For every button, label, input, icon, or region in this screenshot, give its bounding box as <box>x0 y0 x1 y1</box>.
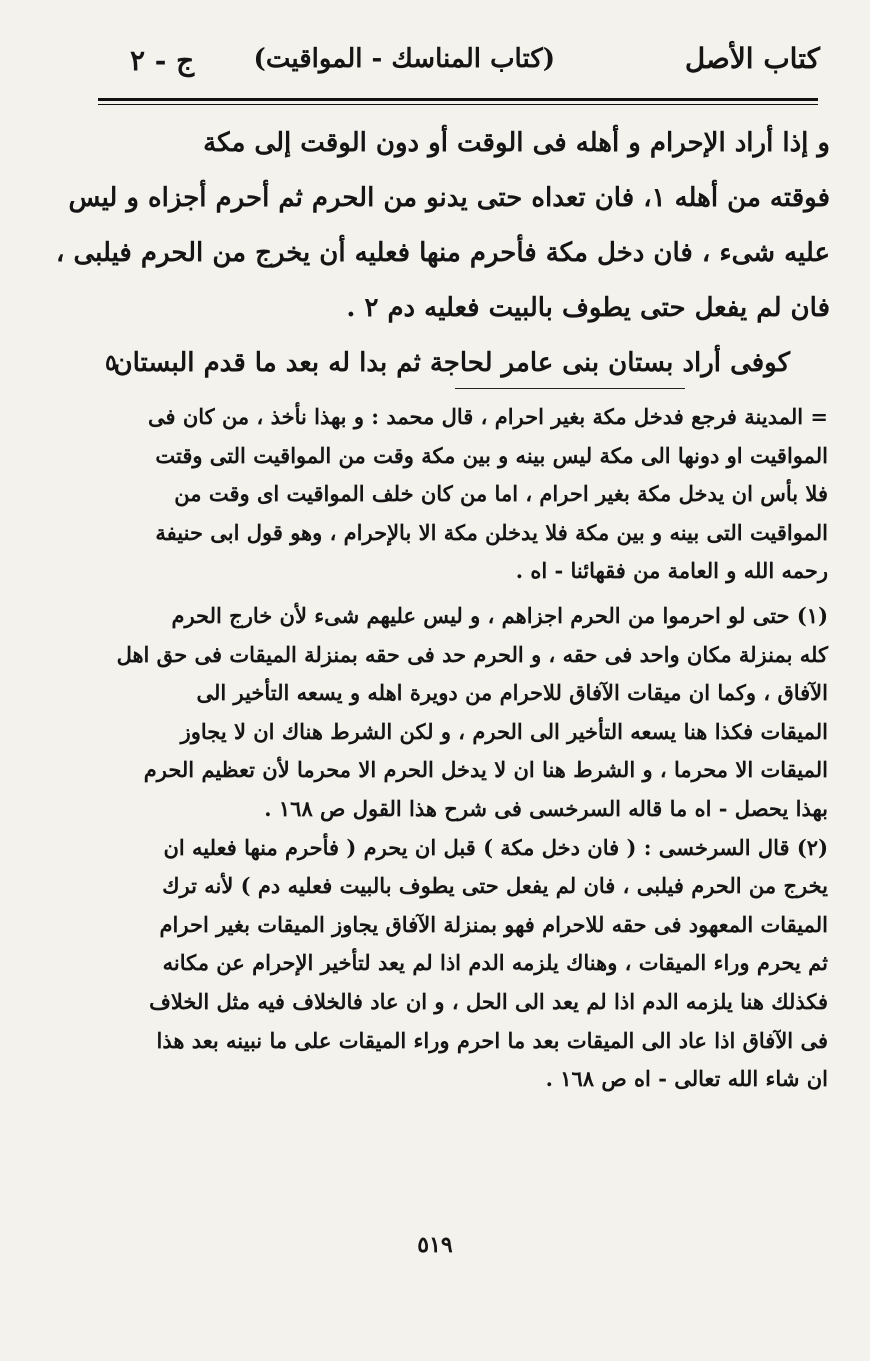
main-text-line: عليه شىء ، فان دخل مكة فأحرم منها فعليه أن يخرج من الحرم فيلبى ، <box>56 238 830 268</box>
volume-number: ج - ٢ <box>130 44 195 77</box>
footnote-line: الميقات المعهود فى حقه للاحرام فهو بمنزلة الآفاق يجاوز الميقات بغير احرام <box>159 911 828 937</box>
chapter-title: (كتاب المناسك - المواقيت) <box>253 44 555 74</box>
footnote-line: الآفاق ، وكما ان ميقات الآفاق للاحرام من دويرة اهله و يسعه التأخير الى <box>196 680 828 706</box>
footnote-line: المواقيت التى بينه و بين مكة فلا يدخلن مكة الا بالإحرام ، وهو قول ابى حنيفة <box>155 519 828 545</box>
footnote-line: بهذا يحصل - اه ما قاله السرخسى فى شرح هذا القول ص ١٦٨ . <box>264 795 828 821</box>
header-rule-thick <box>98 98 818 101</box>
header-rule-thin <box>98 104 818 105</box>
main-text-line: فوقته من أهله ١، فان تعداه حتى يدنو من الحرم ثم أحرم أجزاه و ليس <box>68 183 830 213</box>
footnote-line: كله بمنزلة مكان واحد فى حقه ، و الحرم حد فى حقه بمنزلة الميقات فى حق اهل <box>116 641 828 667</box>
footnote-line: (١) حتى لو احرموا من الحرم اجزاهم ، و ليس عليهم شىء لأن خارج الحرم <box>171 602 828 628</box>
footnote-line: (٢) قال السرخسى : ( فان دخل مكة ) قبل ان يحرم ( فأحرم منها فعليه ان <box>163 834 828 860</box>
footnote-line: الميقات الا محرما ، و الشرط هنا ان لا يدخل الحرم الا محرما لأن تعظيم الحرم <box>143 757 828 783</box>
main-text-line: و إذا أراد الإحرام و أهله فى الوقت أو دون الوقت إلى مكة <box>203 128 830 158</box>
footnote-line: رحمه الله و العامة من فقهائنا - اه . <box>515 558 828 584</box>
footnote-line: الميقات فكذا هنا يسعه التأخير الى الحرم ، و لكن الشرط هناك ان لا يجاوز <box>180 718 828 744</box>
footnote-line: = المدينة فرجع فدخل مكة بغير احرام ، قال محمد : و بهذا نأخذ ، من كان فى <box>147 404 828 429</box>
main-text-last-line: كوفى أراد بستان بنى عامر لحاجة ثم بدا له بعد ما قدم البستان <box>113 348 790 378</box>
main-text-line: فان لم يفعل حتى يطوف بالبيت فعليه دم ٢ . <box>346 293 830 323</box>
main-text <box>56 116 830 391</box>
footnote-1 <box>116 597 828 829</box>
footnote-separator <box>455 388 685 389</box>
footnote-line: فكذلك هنا يلزمه الدم اذا لم يعد الى الحل ، و ان عاد فالخلاف فيه مثل الخلاف <box>149 988 828 1014</box>
footnote-continuation <box>128 398 828 591</box>
running-header <box>100 38 820 88</box>
footnote-line: ان شاء الله تعالى - اه ص ١٦٨ . <box>545 1066 828 1092</box>
page-number: ٥١٩ <box>417 1232 453 1258</box>
footnotes <box>116 398 828 1099</box>
footnote-line: يخرج من الحرم فيلبى ، فان لم يفعل حتى يطوف بالبيت فعليه دم ) لأنه ترك <box>162 873 828 899</box>
footnote-line: المواقيت او دونها الى مكة ليس بينه و بين مكة وقت من المواقيت التى وقتت <box>155 442 828 468</box>
line-number: ٥ <box>105 350 117 376</box>
book-title: كتاب الأصل <box>684 42 820 75</box>
footnote-2 <box>128 829 828 1099</box>
footnote-line: ثم يحرم وراء الميقات ، وهناك يلزمه الدم اذا لم يعد لتأخير الإحرام عن مكانه <box>162 950 828 976</box>
footnote-line: فلا بأس ان يدخل مكة بغير احرام ، اما من كان خلف المواقيت اى وقت من <box>174 481 828 507</box>
footnote-line: فى الآفاق اذا عاد الى الميقات بعد ما احرم وراء الميقات على ما نبينه بعد هذا <box>156 1027 828 1053</box>
